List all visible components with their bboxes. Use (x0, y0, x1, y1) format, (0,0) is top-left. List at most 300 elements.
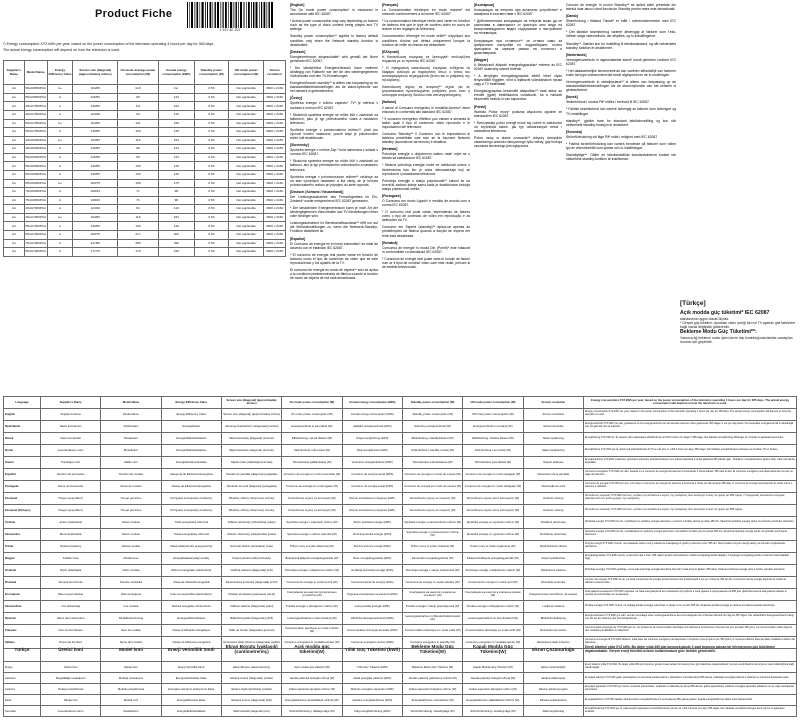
turkish-body (4, 662, 797, 717)
table-cell: 3840 x 2160 (264, 196, 286, 205)
glossary-language: Deutsch (4, 612, 41, 624)
table-cell: 118 (118, 136, 159, 145)
glossary-cell: Име на доставчика (41, 588, 101, 600)
glossary-language: Suomi (4, 456, 41, 468)
glossary-cell: Όνομα μοντέλου (101, 492, 161, 504)
glossary-cell: Taille de l'écran (diagonale) (pouces) (221, 624, 281, 636)
table-cell: 43UA7350PUA (24, 102, 47, 111)
table-cell: 100 (118, 222, 159, 231)
table-cell: 116 (158, 110, 194, 119)
glossary-note: Consumo energético XYZ kWh por año, basado en el consumo de energía del televisor funcionando 4 horas diarias, 365 días al año. El consumo energético real dependerá del uso que se haga del televisor. (584, 468, 797, 480)
glossary-cell: Разделителна способност на екрана (523, 588, 583, 600)
glossary-cell: Consumul de energie în modul pornit (W) (282, 576, 342, 588)
table-cell: A (47, 170, 73, 179)
table-cell: 0.50 (194, 222, 228, 231)
glossary-note: Potrošnja energije XYZ kWh godišnje, na temelju potrošnje energije televizora koji radi 4 sata dnevno tijekom 365 dana. Stvarna potrošnja energije ovisi o načinu uporabe televizora. (584, 564, 797, 576)
glossary-cell: Razlučivost zaslona (523, 564, 583, 576)
glossary-cell: Spotreba energie vo vypnutom režime (W) (463, 528, 523, 540)
glossary-cell: Modell neve (101, 552, 161, 564)
glossary-cell: Consumo de energia anual (kWh) (342, 480, 402, 492)
paragraph: * Skutečná spotřeba energie se může lišit v závislosti na faktorech, jako je typ přehrávaného videa a nastavení televizoru. (290, 112, 378, 125)
language-heading: [Español] (290, 236, 306, 241)
glossary-cell: Årlig energiforbruk (kWh) (342, 444, 402, 456)
glossary-cell: Leistungsaufnahme im Bereitschaftszustand (W) (402, 612, 462, 624)
table-cell: LG (4, 153, 25, 162)
glossary-note: Energiforbruk XYZ kWh per år, basert på strømforbruket til TV-en når den er i drift 4 timer per dag i 365 dager. Det faktiske energiforbruket avhenger av hvordan TV-en brukes. (584, 444, 797, 456)
table-cell: Not applicable (229, 222, 264, 231)
glossary-cell: Risoluzione dello schermo (523, 636, 583, 648)
turkish-col-header: Enerji Verimlilik Sınıfı (161, 637, 221, 662)
glossary-note: Energiankulutus XYZ kWh vuodessa, perustuen television tehonkulutukseen sen ollessa käytössä 4 tuntia päivässä 365 päivän ajan. Todellinen energiankulutus riippuu siitä, miten televisiota käytetään. (584, 456, 797, 468)
turkish-cell: Strömförbrukning i standbyläge (W) (402, 706, 462, 717)
table-cell: 217 (118, 231, 159, 240)
glossary-cell: Energiatehokkuusluokka (161, 456, 221, 468)
turkish-row (4, 695, 797, 706)
language-heading: [English] (290, 3, 305, 7)
turkish-cell: Leverantörens namn (41, 706, 101, 717)
turkish-language: Lietuvių (4, 684, 41, 695)
table-cell: A (47, 128, 73, 137)
turkish-cell: Ekrāna izšķirtspēja (523, 673, 583, 684)
paragraph: Energieverbrauch standby** is alleen van toepassing op de standaardfabrieksinstellingen als de stand-byfunctie van het netwerk is gedeactiveerd. (290, 81, 378, 94)
glossary-cell: Tehonkulutus valmiustilassa (W) (402, 456, 462, 468)
table-cell: 139/55 (73, 162, 118, 171)
turkish-col-header: Üretici İsmi (41, 637, 101, 662)
glossary-cell: Éves energiafogyasztás (kWh) (342, 552, 402, 564)
turkish-cell: Energijos vartojimo efektyvumo klasė (161, 684, 221, 695)
table-cell: 3840 x 2160 (264, 85, 286, 94)
table-cell: 3840 x 2160 (264, 153, 286, 162)
glossary-note: Energy consumption XYZ kWh per year, based on the power consumption of the television operating 4 hours per day for 365 days. The actual energy consumption will depend on how the television is used. (584, 408, 797, 420)
product-fiche-table (3, 60, 286, 257)
table-cell: Not applicable (229, 102, 264, 111)
glossary-cell: Model Name (101, 408, 161, 420)
table-cell: LG (4, 170, 25, 179)
table-cell: Not applicable (229, 162, 264, 171)
table-cell: 84 (118, 110, 159, 119)
glossary-language: Hrvatski (4, 564, 41, 576)
language-heading: [Slovensky] (290, 143, 309, 148)
turkish-cell: Gada enerģijas patēriņš (kWh) (342, 673, 402, 684)
glossary-language: Nederlands (4, 420, 41, 432)
table-cell: A+ (47, 136, 73, 145)
table-cell: 123 (158, 145, 194, 154)
table-cell: LG (4, 145, 25, 154)
col-screen-size: Screen size (diagonal) (approximately inches) (73, 61, 118, 85)
turkish-head (4, 637, 797, 662)
glossary-cell: Navn leverandør (41, 432, 101, 444)
glossary-cell: Veličina zaslona (dijagonala) (inči) (221, 564, 281, 576)
table-cell: 0.50 (194, 248, 228, 257)
glossary-cell: Consumo de energia em modo de espera (W) (402, 480, 462, 492)
turkish-cell: Ekraani suurus (diagonaal) (tolli) (221, 695, 281, 706)
glossary-cell: Consumo de energía anual (kWh) (342, 468, 402, 480)
paragraph: Η Κατανάλωση ενέργειας σε λειτουργία* υπολογίζεται σύμφωνα με το πρότυπο IEC 62087. (382, 54, 470, 63)
table-cell: A (47, 93, 73, 102)
turkish-note: Energiatarbimine XYZ kWh aastas, lähtudes teleri energiatarbimisest 4 tundi päevas 365 päeva jooksul. Tegelik energiatarbimine sõltub teleri kasutusviisist. (584, 695, 797, 706)
table-cell: A+ (47, 85, 73, 94)
paragraph: O Consumo em modo Ligado* é medido de acordo com a norma IEC 62087. (382, 198, 470, 208)
barcode-number: 1 402 80 202 (219, 28, 241, 32)
table-cell: 154 (158, 102, 194, 111)
glossary-note: Poraba energije XYZ kWh na leto, na podlagi porabe energije televizorja, ki deluje 4 ure na dan 365 dni. Dejanska poraba energije je odvisna od načina uporabe televizorja. (584, 600, 797, 612)
table-cell: 116 (158, 205, 194, 214)
table-row (4, 110, 286, 119)
glossary-cell: Képernyőfelbontás (523, 552, 583, 564)
paragraph: Wartość Pobór mocy* podczas włączonia zgodnie ze standardem IEC 62087. (474, 109, 562, 118)
table-cell: LG (4, 213, 25, 222)
table-cell: Not applicable (229, 170, 264, 179)
table-cell: Inc. (158, 85, 194, 94)
table-cell: 55UA7350PUA (24, 119, 47, 128)
glossary-cell: Rozmiar ekranu (przekątna) (cale) (221, 540, 281, 552)
table-cell: 164 (158, 136, 194, 145)
glossary-cell: Rezoluția ecranului (523, 576, 583, 588)
col-resolution: Screen resolution (264, 61, 286, 85)
glossary-row (4, 432, 797, 444)
turkish-col-header: Enerji tüketimi yılda XYZ kWh. Bu değer yılda 365 gün boyunca günde 4 saat boyunca çalışan bir televizyonun güç tüketimine dayanmaktadır. Gerçek enerji tüketimi ürünün kullanılmasına göre farklılık gösterebilir. (584, 637, 797, 662)
paragraph: Standbyläge**. Gäller en fabriksinställda standardvärdena endast när nätverkets standby-funktion är inaktiverad. (566, 153, 676, 162)
glossary-cell: Κατανάλωση ισχύος σε αναμονή (W) (402, 504, 462, 516)
glossary-row (4, 492, 797, 504)
glossary-cell: Toimittajan nimi (41, 456, 101, 468)
table-row (4, 222, 286, 231)
turkish-note: Energijos sąnaudos XYZ kWh per metus, remiantis televizoriaus, veikiančio 4 valandas per dieną 365 dienas, galios sąnaudomis. Faktinės energijos sąnaudos priklauso nuo to, kaip naudojamas televizorius. (584, 684, 797, 695)
language-heading: [Português] (382, 193, 401, 198)
glossary-row (4, 456, 797, 468)
glossary-cell: Nombre del modelo (101, 468, 161, 480)
text-column-3 (474, 3, 562, 151)
table-cell: A (47, 239, 73, 248)
paragraph: Strömförbrukning vid läge På* mäts i enlighet med IEC 62087. (566, 134, 659, 139)
table-cell: A (47, 102, 73, 111)
table-cell: 0.50 (194, 128, 228, 137)
paragraph: Consumo Standby** Il Consumo con le impostazioni di fabbrica predefinite vale solo se la funzione Network standby (accensione da remoto) è disattiva. (382, 131, 470, 145)
table-cell: 3840 x 2160 (264, 248, 286, 257)
glossary-note: Κατανάλωση ενέργειας XYZ kWh ανά έτος, με βάση την κατανάλωση ισχύος της τηλεόρασης όταν λειτουργεί 4 ώρες την ημέρα για 365 ημέρες. Η πραγματική κατανάλωση ενέργειας εξαρτάται από τον τρόπο χρήσης της τηλεόρασης. (584, 492, 797, 504)
turkish-cell: Energoefektivitātes klase (161, 673, 221, 684)
table-cell: 98 (158, 188, 194, 197)
glossary-cell: Pobór mocy w trybie wyłączenia (W) (463, 540, 523, 552)
paragraph: La Consommation électrique en mode marche* est mesurée conformément à la norme IEC 62087. (382, 8, 470, 17)
glossary-col-header: Energy consumption XYZ kWh per year, based on the power consumption of the television operating 4 hours per day for 365 days. The actual energy consumption will depend on how the television is used. (584, 397, 797, 409)
col-model: Model Name (24, 61, 47, 85)
turkish-row (4, 684, 797, 695)
glossary-cell: Trieda energetickej účinnosti (161, 528, 221, 540)
table-cell: 168 (158, 119, 194, 128)
paragraph: Consum de energie în modul Standby** se aplică stării presetate din fabrică doar atunci când funcția de Standby pentru rețea este dezactivată. (566, 3, 676, 12)
paragraph: * La consommation électrique réelle peut varier en fonction de facteurs tels que le type de contenu vidéo en cours de lecture et les réglages du téléviseur. (382, 19, 470, 32)
glossary-cell: Nome del modello (101, 636, 161, 648)
glossary-cell: Jméno dodavatele (41, 516, 101, 528)
turkish-row (4, 662, 797, 673)
table-row (4, 248, 286, 257)
table-cell: LG (4, 162, 25, 171)
glossary-cell: Clasa de eficiență energetică (161, 576, 221, 588)
glossary-cell: Screen resolution (523, 408, 583, 420)
glossary-note: Zużycie energii XYZ kWh rocznie, na podstawie poboru mocy telewizora pracującego 4 godziny dziennie przez 365 dni. Rzeczywiste zużycie energii zależy od sposobu użytkowania telewizora. (584, 540, 797, 552)
glossary-cell: Energieffektivitetsklasse (161, 444, 221, 456)
glossary-row (4, 564, 797, 576)
table-cell: LG (4, 85, 25, 94)
table-row (4, 213, 286, 222)
turkish-row (4, 673, 797, 684)
glossary-cell: Standby power consumption (W) (402, 408, 462, 420)
table-cell: 108/43 (73, 196, 118, 205)
turkish-cell: Modellnamn (101, 706, 161, 717)
table-cell: 49UA7000PUA (24, 213, 47, 222)
glossary-note: Energiafogyasztás XYZ kWh évente, a televízió napi 4 órás, 365 napon át tartó üzemeltetése melletti energiafogyasztás alapján. A tényleges energiafogyasztás a televízió használatától függ. (584, 552, 797, 564)
glossary-cell: Classe de Eficiência Energética (161, 480, 221, 492)
glossary-cell: Názov modelu (101, 528, 161, 540)
table-cell: 139/55 (73, 128, 118, 137)
turkish-language: Svenska (4, 706, 41, 717)
glossary-row (4, 624, 797, 636)
turkish-note: Enerģijas patēriņš XYZ kWh gadā, pamatojoties uz televizora jaudas patēriņu, darbojoties 4 stundas dienā 365 dienas. Faktiskais enerģijas patēriņš ir atkarīgs no televizora lietošanas veida. (584, 673, 797, 684)
turkish-language: Durgu (4, 662, 41, 673)
glossary-cell: Poraba energije v stanju pripravljenosti (W) (402, 600, 462, 612)
glossary-language: Polski (4, 540, 41, 552)
glossary-cell: Modellbezeichnung (101, 612, 161, 624)
text-column-2 (382, 3, 470, 272)
glossary-col-header: Off mode power consumption (W) (463, 397, 523, 409)
glossary-cell: Veľkosť obrazovky (uhlopriečka) (palce) (221, 528, 281, 540)
glossary-row (4, 528, 797, 540)
table-cell: A (47, 205, 73, 214)
table-cell: A (47, 222, 73, 231)
paragraph: Energieverbrauch eingeschaltet* wird gemäß der Norm gemessen IEC 62087. (290, 54, 378, 63)
glossary-cell: Leistungsaufnahme im Aus-Zustand (W) (463, 612, 523, 624)
glossary-cell: Screen size (diagonal) (approximately inches) (221, 408, 281, 420)
table-cell: A (47, 110, 73, 119)
glossary-cell: Consumo energetico annuo (kWh) (342, 636, 402, 648)
glossary-cell: Nazwa modelu (101, 540, 161, 552)
glossary-cell: Name des Lieferanten (41, 612, 101, 624)
glossary-cell: Velikost obrazovky (úhlopříčka) (palce) (221, 516, 281, 528)
table-row (4, 196, 286, 205)
paragraph: * Rzeczywisty pobór energii może się różnić w zależności od czynników takich, jak typ odtwarzanych treści i ustawienia telewizora. (474, 120, 562, 133)
table-cell: 100 (118, 170, 159, 179)
turkish-col-header: Model İsmi (101, 637, 161, 662)
table-cell: A+ (47, 213, 73, 222)
col-energy-class: Energy Efficiency Class (47, 61, 73, 85)
glossary-row (4, 504, 797, 516)
table-cell: 0.50 (194, 136, 228, 145)
table-cell: LG (4, 205, 25, 214)
glossary-cell: Ločljivost zaslona (523, 600, 583, 612)
table-body (4, 85, 286, 257)
paragraph: Standby**. Gælder kun for indstilling til fabriksstandard, og når netværkets standby-funktion er deaktiveret. (566, 41, 676, 50)
paragraph: Strømforbrug i tilstand Tændt* er målt i overensstemmelse med IEC 62087. (566, 19, 676, 28)
glossary-language: Norsk (4, 444, 41, 456)
table-cell: 0.50 (194, 170, 228, 179)
language-heading: [Nederlands] (566, 52, 587, 57)
paragraph: * O consumo real pode variar, dependendo de fatores como o tipo de conteúdo de vídeo em reprodução e as definições da TV. (382, 210, 470, 223)
text-column-4 (566, 3, 676, 164)
glossary-cell: Nome do modelo (101, 480, 161, 492)
glossary-language: Ελληνικά (4, 492, 41, 504)
table-cell: LG (4, 239, 25, 248)
paragraph: Strømforbruk i modus På* måles i henhold til IEC 62087. (566, 100, 650, 105)
glossary-row (4, 516, 797, 528)
turkish-cell: Tarnija nimi (41, 695, 101, 706)
paragraph: El consumo de energía en modo de espera** solo se aplica a la condición predeterminada de fábrica cuando la función de modo de espera de red está desactivada. (290, 267, 378, 281)
glossary-cell: Effektforbrug i tændt tilstand (W) (282, 432, 342, 444)
table-cell: 126/50 (73, 145, 118, 154)
glossary-cell: Modelnavn (101, 432, 161, 444)
turkish-note: Enerji tüketimi yılda XYZ kWh. Bu değer yılda 365 gün boyunca, günde 4 saat çalışan bir televizyonun güç tüketimine dayanmaktadır. Gerçek enerji tüketimi televizyonun nasıl kullanıldığına bağlı olarak değişir. (584, 662, 797, 673)
glossary-cell: Potrošnja energije u stanju pripravnosti (W) (402, 564, 462, 576)
glossary-cell: Strømforbruk i standby-modus (W) (402, 444, 462, 456)
glossary-cell: Nome do fornecedor (41, 480, 101, 492)
table-cell: Not applicable (229, 93, 264, 102)
glossary-cell: Meno dodávateľa (41, 528, 101, 540)
table-cell: LG (4, 231, 25, 240)
glossary-cell: Consumo de energía en modo encendido (W) (282, 468, 342, 480)
glossary-cell: Godišnja potrošnja energije (kWh) (342, 564, 402, 576)
paragraph: * A tényleges energiafogyasztás eltérő lehet olyan tényezőktől függően, mint a lejátszott videotartalom típusa vagy a TV beállításai. (474, 74, 562, 87)
paragraph: * Det faktiske strømforbrug varierer afhængigt af faktorer som f.eks. hvilken slags videoindhold, der afspilles, og tv-indstillingerne. (566, 30, 676, 39)
glossary-language: Română (4, 576, 41, 588)
glossary-cell: Ετήσια κατανάλωση ενέργειας (kWh) (342, 504, 402, 516)
table-row (4, 239, 286, 248)
glossary-row (4, 444, 797, 456)
table-cell: 3840 x 2160 (264, 231, 286, 240)
turkish-cell: Ekran Boyutu (santimetre/inç) (221, 662, 281, 673)
glossary-cell: Tamanho do ecrã (diagonal) (polegadas) (221, 480, 281, 492)
turkish-cell: Energiatõhususe klass (161, 695, 221, 706)
paragraph: Spotřeba energie v pohotovostním režimu**, platí pro výchozí tovární nastavení, pouze když je pohotovostní režim sítě deaktivován. (290, 127, 378, 141)
glossary-cell: Razred energijske učinkovitosti (161, 600, 221, 612)
table-cell: 3840 x 2160 (264, 239, 286, 248)
paragraph: The On mode power consumption* is measured in accordance with IEC 62087. (290, 8, 378, 17)
glossary-cell: Consommation électrique en mode marche (W) (282, 624, 342, 636)
paragraph: * Het daadwerkelijke stroomverbruik kan variëren afhankelijk van factoren zoals het type videocontent dat wordt afgespeeld en de tv-instellingen. (566, 68, 676, 78)
paragraph: * Skutočná spotreba energie sa môže líšiť v závislosti od faktorov, ako je typ prehrávaného videoobsahu a nastavení televízora. (290, 159, 378, 172)
glossary-cell: Energieverbruik in aan-stand (W) (282, 420, 342, 432)
glossary-cell: Energieklasse (161, 420, 221, 432)
table-head (4, 61, 286, 85)
table-cell: 198 (118, 179, 159, 188)
glossary-cell: Име на модела (101, 588, 161, 600)
glossary-cell: Effektforbrug i standbytilstand (W) (402, 432, 462, 444)
table-cell: Not applicable (229, 248, 264, 257)
turkish-cell: Energieffektivitetsklass (161, 706, 221, 717)
glossary-cell: Schermresolutie (523, 420, 583, 432)
glossary-cell: Годишна консумация на енергия (kWh) (342, 588, 402, 600)
table-cell: 164 (158, 213, 194, 222)
glossary-col-header: Annual energy consumption (kWh) (342, 397, 402, 409)
glossary-cell: Letna poraba energije (kWh) (342, 600, 402, 612)
glossary-cell: Ročná spotreba energie (kWh) (342, 528, 402, 540)
language-heading: [Български] (474, 3, 495, 7)
table-cell: Not applicable (229, 110, 264, 119)
table-cell: 3840 x 2160 (264, 162, 286, 171)
glossary-cell: Resolução do ecrã (523, 480, 583, 492)
glossary-cell: Consommation d'énergie annuelle (kWh) (342, 624, 402, 636)
table-row (4, 162, 286, 171)
table-cell: 3840 x 2160 (264, 136, 286, 145)
turkish-cell: Jaudas patēriņš ieslēgtā režīmā (W) (282, 673, 342, 684)
glossary-head (4, 397, 797, 409)
glossary-cell: Képernyőméret (átló) (hüvelyk) (221, 552, 281, 564)
turkish-cell: Galios sąnaudos budėjimo režimu (W) (402, 684, 462, 695)
turkish-lang-title: [Türkçe] (680, 300, 706, 307)
glossary-cell: Numele furnizorului (41, 576, 101, 588)
glossary-note: Консумация на енергия XYZ kWh годишно, на база консумацията на телевизора при работа 4 часа дневно в продължение на 365 дни. Действителната консумация зависи от начина на използване на телевизора. (584, 588, 797, 600)
glossary-cell: Κατηγορία ενεργειακής απόδοσης (161, 492, 221, 504)
col-annual-energy: Annual energy consumption (kWh) (158, 61, 194, 85)
table-cell: 60UA6350PUA (24, 170, 47, 179)
glossary-row (4, 576, 797, 588)
glossary-language: English (4, 408, 41, 420)
glossary-cell: Razred energetske učinkovitosti (161, 564, 221, 576)
glossary-cell: Naziv modela (101, 564, 161, 576)
table-cell: 89 (118, 153, 159, 162)
turkish-cell: Ekrano dydis (įstrižainė) (coliais) (221, 684, 281, 695)
table-cell: 98 (158, 196, 194, 205)
table-row (4, 128, 286, 137)
table-cell: Not applicable (229, 119, 264, 128)
glossary-cell: Bildschirmauflösung (523, 612, 583, 624)
turkish-cell: Yıllık Güç Tüketimi (kWh) (342, 662, 402, 673)
table-cell: A (47, 231, 73, 240)
table-cell: 121 (118, 119, 159, 128)
table-cell: Not applicable (229, 136, 264, 145)
turkish-cell: Energiatarbimine ooterežiimis (W) (402, 695, 462, 706)
glossary-language: Italiano (4, 636, 41, 648)
glossary-cell: Nazwa dostawcy (41, 540, 101, 552)
glossary-cell: Jaarlijks energieverbruik (kWh) (342, 420, 402, 432)
turkish-cell: Ekrano skiriamoji geba (523, 684, 583, 695)
table-cell: 3840 x 2160 (264, 145, 286, 154)
turkish-cell: Skärmupplösning (523, 706, 583, 717)
paragraph: Leistungsaufnahme im Bereitschaftszustand** trifft nur auf die Werkseinstellungen zu, wenn die Netzwerk-Standby-Funktion deaktiviert ist. (290, 221, 378, 234)
table-cell: LG (4, 222, 25, 231)
language-heading: [Italiano] (382, 100, 396, 105)
table-cell: 0.50 (194, 205, 228, 214)
table-row (4, 170, 286, 179)
table-cell: 164/65 (73, 213, 118, 222)
glossary-cell: Numele modelului (101, 576, 161, 588)
glossary-cell: Консумация на енергия в режим на готовност (W) (402, 588, 462, 600)
table-cell: 49UA6350PUA (24, 145, 47, 154)
col-supplier: Supplier's Name (4, 61, 25, 85)
turkish-cell: Ekraani eraldusvõime (523, 695, 583, 706)
glossary-cell: Όνομα προμηθευτή (41, 504, 101, 516)
glossary-cell: Potrošnja energije u isključenom načinu (W) (463, 564, 523, 576)
table-cell: 100 (118, 162, 159, 171)
table-cell: A+ (47, 179, 73, 188)
turkish-cell: Modeļa nosaukums (101, 673, 161, 684)
glossary-language: Slovenčina (4, 528, 41, 540)
table-cell: 70UA6350PUA (24, 188, 47, 197)
glossary-cell: Vuotuinen energiankulutus (kWh) (342, 456, 402, 468)
table-row (4, 205, 286, 214)
table-cell: 71 (118, 196, 159, 205)
glossary-language: Français (4, 624, 41, 636)
table-cell: Not applicable (229, 205, 264, 214)
table-cell: 89 (118, 145, 159, 154)
table-cell: Not applicable (229, 179, 264, 188)
glossary-cell: Консумация на енергия в изключен режим (W) (463, 588, 523, 600)
table-cell: 123/48 (73, 110, 118, 119)
paragraph: Consumul de energie în modul Din (Pornit)* este măsurat în conformitate cu standardul IEC 62087. (382, 245, 470, 254)
glossary-cell: Näytön tarkkuus (523, 456, 583, 468)
glossary-cell: Resolución de la pantalla (523, 468, 583, 480)
glossary-cell: Consumul de energie în modul oprit (W) (463, 576, 523, 588)
glossary-cell: Bildschirmgröße (Diagonale) (Zoll) (221, 612, 281, 624)
